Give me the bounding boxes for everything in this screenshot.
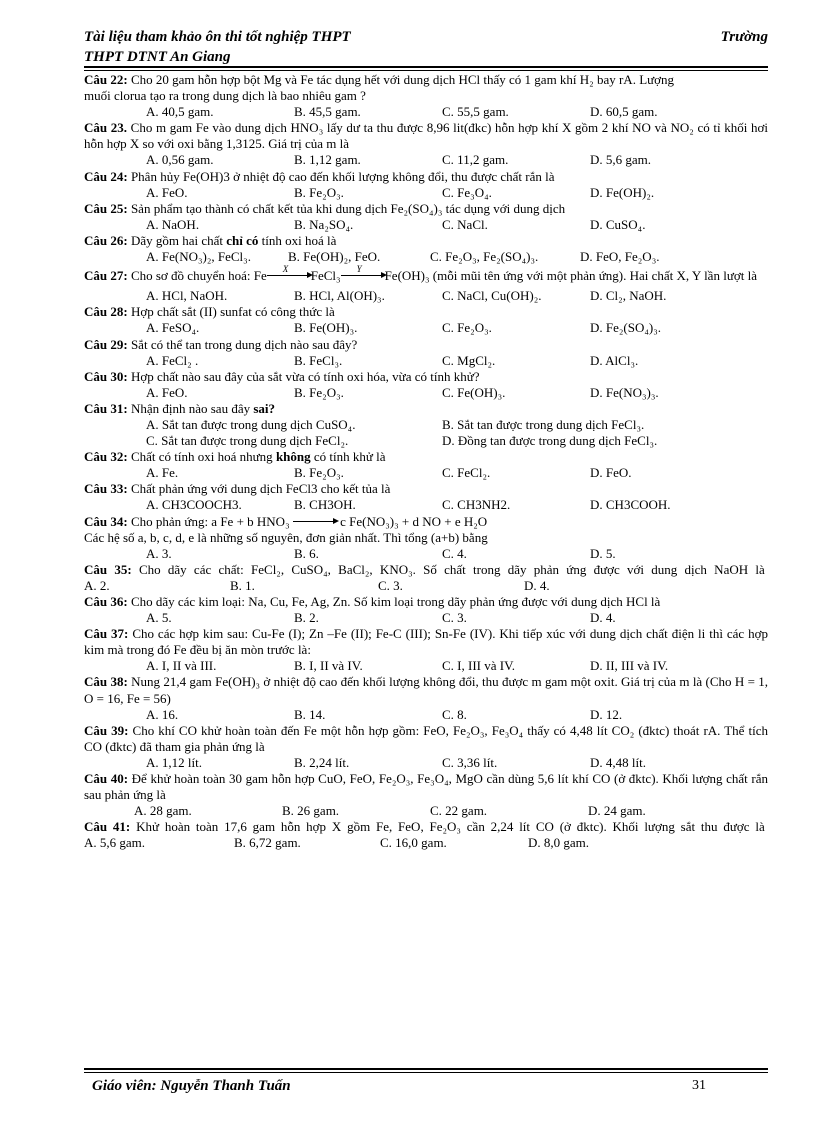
options-39 (84, 755, 768, 771)
footer-rule (84, 1068, 768, 1070)
question-32: Câu 32: Chất có tính oxi hoá nhưng không có tính khử là (84, 449, 386, 465)
question-35: Câu 35: Cho dãy các chất: FeCl₂, CuSO₄, BaCl₂, KNO₃. Số chất trong dãy phản ứng được với dung dịch NaOH là A. 2. B. 1. C. 3. D. 4. (84, 561, 765, 593)
option-c: C. NaCl. (442, 216, 488, 232)
options-32 (84, 465, 768, 481)
option-d: D. Fe(NO₃)₃. (590, 384, 659, 400)
option-c: C. CH3NH2. (442, 497, 511, 513)
options-26 (84, 249, 768, 265)
option-c: C. 3. (378, 577, 403, 593)
option-b: B. Fe₂O₃. (294, 465, 344, 481)
option-a: A. HCl, NaOH. (146, 288, 228, 304)
option-c: C. 3,36 lít. (442, 754, 498, 770)
option-d: D. 24 gam. (588, 803, 646, 819)
options-22 (84, 104, 768, 120)
header-school: THPT DTNT An Giang (84, 49, 231, 65)
option-d: D. II, III và IV. (590, 658, 669, 674)
option-d: D. Cl₂, NaOH. (590, 288, 667, 304)
option-b: B. CH3OH. (294, 497, 356, 513)
option-b: B. 6,72 gam. (234, 835, 301, 851)
question-38: Câu 38: Nung 21,4 gam Fe(OH)₃ ở nhiệt độ cao đến khối lượng không đổi, thu được m gam một oxit. Giá trị của m là (Cho H = 1, O = 16, Fe = 56) (84, 674, 768, 706)
options-24 (84, 185, 768, 201)
page-header (84, 26, 768, 72)
option-d: D. 4. (524, 577, 550, 593)
option-c: C. 11,2 gam. (442, 152, 509, 168)
header-rule (84, 66, 768, 68)
options-36 (84, 610, 768, 626)
options-31-row2 (84, 433, 768, 449)
option-a: A. 1,12 lít. (146, 754, 202, 770)
footer-teacher: Giáo viên: Nguyễn Thanh Tuấn (92, 1078, 291, 1094)
option-a: A. 16. (146, 706, 179, 722)
option-b: B. 1. (230, 577, 255, 593)
option-b: B. 14. (294, 706, 326, 722)
options-37 (84, 658, 768, 674)
option-b: B. Fe₂O₃. (294, 184, 344, 200)
question-list (84, 72, 768, 852)
option-d: D. 5,6 gam. (590, 152, 652, 168)
option-d: D. Fe(OH)₂. (590, 184, 655, 200)
options-31-row1 (84, 417, 768, 433)
option-b: B. Fe(OH)₃. (294, 320, 358, 336)
option-b: B. Sắt tan được trong dung dịch FeCl₃. (442, 416, 645, 432)
option-a: A. Fe(NO₃)₂, FeCl₃. (146, 249, 251, 265)
option-d: D. 4,48 lít. (590, 754, 646, 770)
option-d: D. FeO, Fe₂O₃. (580, 249, 660, 265)
option-a: A. NaOH. (146, 216, 200, 232)
option-d: D. CH3COOH. (590, 497, 671, 513)
question-22: Câu 22: Cho 20 gam hỗn hợp bột Mg và Fe tác dụng hết với dung dịch HCl thấy có 1 gam khí H₂ bay rA. Lượng (84, 72, 675, 87)
option-b: B. Na₂SO₄. (294, 216, 354, 232)
option-d: D. FeO. (590, 465, 632, 481)
option-b: B. I, II và IV. (294, 658, 363, 674)
question-34-cont: Các hệ số a, b, c, d, e là những số nguyên, đơn giản nhất. Thì tổng (a+b) bằng (84, 529, 488, 545)
option-c: C. FeCl₂. (442, 465, 491, 481)
option-d: D. 4. (590, 610, 616, 626)
options-38 (84, 707, 768, 723)
option-b: B. Fe(OH)₂, FeO. (288, 249, 381, 265)
option-c: C. 16,0 gam. (380, 835, 447, 851)
option-c: C. Sắt tan được trong dung dịch FeCl₂. (146, 433, 349, 449)
option-a: A. CH3COOCH3. (146, 497, 242, 513)
option-c: C. 55,5 gam. (442, 104, 509, 120)
options-23 (84, 152, 768, 168)
option-a: A. FeO. (146, 384, 188, 400)
options-33 (84, 497, 768, 513)
option-c: C. MgCl₂. (442, 352, 496, 368)
question-27: Câu 27: Cho sơ đồ chuyển hoá: Fe X FeCl₃ Y Fe(OH)₃ (mỗi mũi tên ứng với một phản ứng). Hai chất X, Y lần lượt là (84, 264, 757, 284)
option-c: C. Fe₃O₄. (442, 184, 492, 200)
question-30: Câu 30: Hợp chất nào sau đây của sắt vừa có tính oxi hóa, vừa có tính khử? (84, 368, 480, 384)
option-d: D. CuSO₄. (590, 216, 646, 232)
question-37: Câu 37: Cho các hợp kim sau: Cu-Fe (I); Zn –Fe (II); Fe-C (III); Sn-Fe (IV). Khi tiếp xúc với dung dịch chất điện li thì các hợp kim mà trong đó Fe đều bị ăn mòn trước là: (84, 626, 768, 658)
option-d: D. 60,5 gam. (590, 104, 658, 120)
option-c: C. 3. (442, 610, 467, 626)
option-a: A. Fe. (146, 465, 179, 481)
options-30 (84, 385, 768, 401)
question-29: Câu 29: Sắt có thể tan trong dung dịch nào sau đây? (84, 336, 358, 352)
question-31: Câu 31: Nhận định nào sau đây sai? (84, 400, 276, 416)
page-footer (84, 1068, 768, 1094)
options-25 (84, 217, 768, 233)
option-b: B. HCl, Al(OH)₃. (294, 288, 385, 304)
option-d: D. Fe₂(SO₄)₃. (590, 320, 662, 336)
option-d: D. AlCl₃. (590, 352, 639, 368)
option-c: C. 4. (442, 545, 467, 561)
option-c: C. 8. (442, 706, 467, 722)
page-number: 31 (692, 1078, 706, 1093)
option-a: A. 5,6 gam. (84, 835, 146, 851)
header-rule-thin (84, 70, 768, 71)
question-40: Câu 40: Để khử hoàn toàn 30 gam hỗn hợp CuO, FeO, Fe₂O₃, Fe₃O₄, MgO cần dùng 5,6 lít khí CO (ở đktc). Khối lượng chất rắn sau phản ứng là (84, 771, 768, 803)
question-33: Câu 33: Chất phản ứng với dung dịch FeCl3 cho kết tủa là (84, 481, 391, 497)
option-c: C. Fe(OH)₃. (442, 384, 506, 400)
option-b: B. 26 gam. (282, 803, 340, 819)
arrow-icon (267, 275, 311, 276)
question-25: Câu 25: Sản phẩm tạo thành có chất kết tủa khi dung dịch Fe₂(SO₄)₃ tác dụng với dung dịch (84, 200, 566, 216)
question-34: Câu 34: Cho phản ứng: a Fe + b HNO₃ c Fe(NO₃)₃ + d NO + e H₂O (84, 513, 488, 529)
option-c: C. Fe₂O₃, Fe₂(SO₄)₃. (430, 249, 539, 265)
arrow-icon (293, 521, 337, 522)
option-a: A. 40,5 gam. (146, 104, 214, 120)
footer-rule-thin (84, 1072, 768, 1073)
option-b: B. 2. (294, 610, 319, 626)
option-b: B. 2,24 lít. (294, 754, 350, 770)
option-a: A. 5. (146, 610, 172, 626)
option-b: B. 45,5 gam. (294, 104, 361, 120)
option-c: C. Fe₂O₃. (442, 320, 492, 336)
arrow-icon (341, 275, 385, 276)
option-b: B. Fe₂O₃. (294, 384, 344, 400)
option-d: D. 5. (590, 545, 616, 561)
question-36: Câu 36: Cho dãy các kim loại: Na, Cu, Fe, Ag, Zn. Số kim loại trong dãy phản ứng được với dung dịch HCl là (84, 594, 661, 609)
option-d: D. 8,0 gam. (528, 835, 590, 851)
option-a: A. FeSO₄. (146, 320, 200, 336)
option-a: A. 28 gam. (134, 803, 192, 819)
option-c: C. 22 gam. (430, 803, 488, 819)
option-a: A. Sắt tan được trong dung dịch CuSO₄. (146, 416, 356, 432)
option-c: C. NaCl, Cu(OH)₂. (442, 288, 542, 304)
option-d: D. Đồng tan được trong dung dịch FeCl₃. (442, 433, 658, 449)
option-b: B. FeCl₃. (294, 352, 343, 368)
option-b: B. 1,12 gam. (294, 152, 361, 168)
options-40 (84, 803, 768, 819)
option-c: C. I, III và IV. (442, 658, 516, 674)
question-28: Câu 28: Hợp chất sắt (II) sunfat có công thức là (84, 304, 335, 320)
options-34 (84, 546, 768, 562)
question-41: Câu 41: Khử hoàn toàn 17,6 gam hỗn hợp X gồm Fe, FeO, Fe₂O₃ cần 2,24 lít CO (ở đktc). Khối lượng sắt thu được là A. 5,6 gam. B. 6,72 gam. C. 16,0 gam. D. 8,0 gam. (84, 819, 765, 851)
question-23: Câu 23. Cho m gam Fe vào dung dịch HNO₃ lấy dư ta thu được 8,96 lit(đkc) hỗn hợp khí X gồm 2 khí NO và NO₂ có tỉ khối hơi hỗn hợp X so với oxi bằng 1,3125. Giá trị của m là (84, 120, 769, 152)
option-a: A. FeO. (146, 184, 188, 200)
options-27 (84, 288, 768, 304)
options-29 (84, 353, 768, 369)
document-page (84, 26, 768, 852)
header-title: Tài liệu tham khảo ôn thi tốt nghiệp THPT (84, 29, 351, 45)
question-39: Câu 39: Cho khí CO khử hoàn toàn đến Fe một hỗn hợp gồm: FeO, Fe₂O₃, Fe₃O₄ thấy có 4,48 lít CO₂ (đktc) thoát rA. Thể tích CO (đktc) đã tham gia phản ứng là (84, 722, 768, 754)
options-28 (84, 320, 768, 336)
question-26: Câu 26: Dãy gồm hai chất chỉ có tính oxi hoá là (84, 232, 337, 248)
option-a: A. FeCl₂ . (146, 352, 199, 368)
option-a: A. I, II và III. (146, 658, 217, 674)
option-b: B. 6. (294, 545, 319, 561)
option-a: A. 2. (84, 577, 110, 593)
header-right: Trường (720, 29, 768, 45)
option-a: A. 0,56 gam. (146, 152, 214, 168)
question-24: Câu 24: Phân hủy Fe(OH)3 ở nhiệt độ cao đến khối lượng không đổi, thu được chất rắn là (84, 168, 555, 184)
question-22-cont: muối clorua tạo ra trong dung dịch là bao nhiêu gam ? (84, 88, 366, 104)
option-a: A. 3. (146, 545, 172, 561)
option-d: D. 12. (590, 706, 623, 722)
